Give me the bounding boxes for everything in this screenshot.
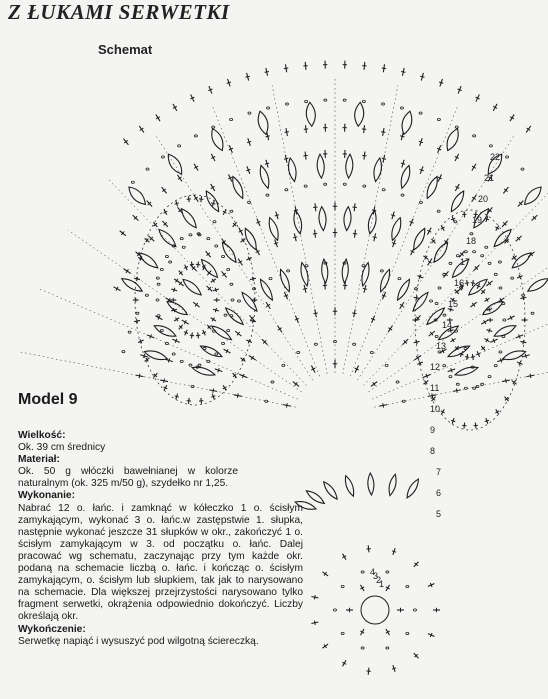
petal-motif — [324, 482, 337, 499]
chain-symbol — [449, 375, 452, 377]
stitch-crossbar — [382, 158, 386, 159]
petal-motif — [260, 165, 269, 188]
petal-motif — [344, 207, 351, 231]
stitch-crossbar — [285, 132, 289, 133]
chain-symbol — [456, 255, 459, 257]
chain-symbol — [456, 383, 459, 385]
stitch-crossbar — [416, 296, 417, 300]
stitch-crossbar — [363, 288, 367, 289]
chain-symbol — [362, 100, 365, 102]
chain-symbol — [271, 381, 274, 383]
stitch-crossbar — [381, 132, 385, 133]
stitch-crossbar — [303, 155, 307, 156]
chain-symbol — [248, 112, 251, 114]
stitch-crossbar — [196, 335, 200, 336]
petal-motif — [306, 491, 324, 504]
chain-symbol — [145, 294, 148, 296]
stitch-crossbar — [362, 155, 366, 156]
petal-motif — [222, 242, 236, 262]
chain-symbol — [503, 319, 506, 321]
petal-motif — [355, 102, 364, 126]
stitch-crossbar — [303, 288, 307, 289]
stitch-crossbar — [352, 313, 356, 314]
chain-symbol — [419, 112, 422, 114]
round-number: 13 — [436, 341, 447, 351]
chain-symbol — [363, 185, 366, 187]
stitch-crossbar — [190, 335, 194, 336]
stitch-crossbar — [293, 237, 297, 238]
petal-motif — [301, 263, 308, 286]
chain-symbol — [165, 255, 168, 257]
chain-symbol — [353, 343, 356, 345]
chain-symbol — [470, 233, 473, 235]
chain-symbol — [443, 314, 446, 316]
chain-symbol — [481, 383, 484, 385]
stitch-crossbar — [401, 163, 405, 164]
petal-motif — [392, 218, 401, 241]
chain-symbol — [531, 312, 534, 314]
petal-motif — [483, 302, 503, 315]
stitch-crossbar — [190, 264, 194, 265]
chain-symbol — [265, 400, 268, 402]
stitch-crossbar — [247, 141, 251, 142]
chain-symbol — [361, 647, 364, 649]
chain-symbol — [297, 351, 300, 353]
chain-symbol — [305, 100, 308, 102]
stitch-crossbar — [174, 308, 175, 312]
chain-symbol — [473, 251, 476, 253]
chain-symbol — [269, 278, 272, 280]
stitch-crossbar — [392, 668, 396, 669]
stitch-crossbar — [215, 308, 216, 312]
chain-symbol — [449, 262, 452, 264]
round-number: 17 — [460, 257, 471, 267]
petal-motif — [183, 279, 201, 295]
chain-symbol — [136, 312, 139, 314]
chain-symbol — [398, 278, 401, 280]
chain-symbol — [189, 364, 192, 366]
stitch-crossbar — [174, 288, 175, 292]
chain-symbol — [435, 302, 438, 304]
size-text: Ok. 39 cm średnicy — [18, 442, 106, 454]
center-ring — [361, 596, 389, 624]
petal-motif — [294, 210, 302, 234]
stitch-crossbar — [313, 233, 317, 234]
chain-symbol — [386, 647, 389, 649]
petal-motif — [345, 476, 353, 497]
stitch-crossbar — [284, 68, 288, 69]
stitch-crossbar — [489, 307, 490, 311]
stitch-crossbar — [451, 368, 453, 372]
chain-symbol — [230, 283, 233, 285]
petal-motif — [362, 263, 369, 286]
chain-symbol — [499, 351, 502, 353]
stitch-crossbar — [215, 288, 216, 292]
chain-symbol — [406, 585, 409, 587]
chain-symbol — [172, 353, 175, 355]
chain-symbol — [194, 135, 197, 137]
petal-motif — [139, 253, 158, 268]
chain-symbol — [161, 156, 164, 158]
stitch-crossbar — [489, 328, 490, 332]
chain-symbol — [414, 609, 417, 611]
chain-symbol — [494, 364, 497, 366]
stitch-crossbar — [471, 283, 475, 284]
spoke-line — [374, 352, 548, 407]
chain-symbol — [207, 360, 210, 362]
chain-symbol — [488, 375, 491, 377]
stitch-crossbar — [392, 551, 396, 552]
chain-symbol — [473, 135, 476, 137]
model-heading: Model 9 — [18, 391, 78, 408]
round-number: 22 — [490, 152, 501, 162]
stitch-crossbar — [274, 243, 278, 244]
round-number: 14 — [442, 320, 453, 330]
chain-symbol — [343, 183, 346, 185]
stitch-crossbar — [252, 277, 253, 281]
chain-symbol — [160, 329, 163, 331]
petal-motif — [260, 279, 272, 300]
round-number: 16 — [454, 278, 465, 288]
chain-symbol — [156, 299, 159, 301]
round-number: 3 — [373, 571, 379, 581]
round-number: 19 — [472, 215, 483, 225]
finish-heading: Wykończenie: — [18, 623, 86, 635]
stitch-crossbar — [471, 357, 475, 358]
petal-motif — [525, 187, 541, 204]
stitch-crossbar — [465, 357, 469, 358]
chain-symbol — [386, 571, 389, 573]
chain-symbol — [180, 238, 183, 240]
chain-symbol — [324, 183, 327, 185]
stitch-crossbar — [284, 158, 288, 159]
stitch-crossbar — [392, 243, 396, 244]
stitch-crossbar — [266, 136, 270, 137]
chain-symbol — [400, 107, 403, 109]
round-number: 7 — [436, 467, 442, 477]
chain-symbol — [285, 103, 288, 105]
chain-symbol — [334, 609, 337, 611]
petal-motif — [407, 479, 418, 498]
stitch-crossbar — [265, 163, 269, 164]
chain-symbol — [382, 103, 385, 105]
petal-motif — [159, 230, 176, 247]
chain-symbol — [402, 400, 405, 402]
chain-symbol — [343, 99, 346, 101]
stitch-crossbar — [485, 420, 489, 421]
chain-symbol — [156, 277, 159, 279]
chain-symbol — [248, 201, 251, 203]
page-title: Z ŁUKAMI SERWETKI — [8, 0, 230, 24]
petal-motif — [212, 326, 232, 340]
petal-motif — [280, 269, 289, 291]
petal-motif — [368, 210, 376, 234]
round-number: 20 — [478, 194, 489, 204]
chain-symbol — [227, 329, 230, 331]
petal-motif — [258, 111, 268, 134]
chain-symbol — [157, 283, 160, 285]
chain-symbol — [267, 107, 270, 109]
chain-symbol — [437, 210, 440, 212]
petal-motif — [192, 367, 215, 375]
stitch-crossbar — [196, 264, 200, 265]
chain-symbol — [521, 168, 524, 170]
chain-symbol — [128, 331, 131, 333]
petal-motif — [319, 207, 326, 231]
chain-symbol — [502, 335, 505, 337]
stitch-crossbar — [211, 396, 215, 397]
petal-motif — [167, 302, 187, 315]
chain-symbol — [401, 194, 404, 196]
chain-symbol — [237, 300, 240, 302]
chain-symbol — [341, 632, 344, 634]
chain-symbol — [382, 189, 385, 191]
stitch-crossbar — [506, 379, 507, 383]
left-lobe — [135, 195, 255, 405]
stitch-crossbar — [353, 233, 357, 234]
material-text: Ok. 50 g włóczki bawełnianej w kolorze naturalnym (ok. 325 m/50 g), szydełko nr 1,25. — [18, 466, 238, 490]
chain-symbol — [182, 246, 185, 248]
chain-symbol — [464, 387, 467, 389]
chain-symbol — [406, 632, 409, 634]
spoke-line — [108, 178, 307, 385]
chain-symbol — [380, 270, 383, 272]
stitch-crossbar — [523, 340, 524, 344]
chain-symbol — [198, 364, 201, 366]
stitch-crossbar — [382, 68, 386, 69]
stitch-crossbar — [213, 388, 214, 392]
chain-symbol — [385, 364, 388, 366]
stitch-crossbar — [401, 71, 405, 72]
chain-symbol — [437, 118, 440, 120]
petal-motif — [455, 367, 478, 375]
petal-motif — [381, 269, 390, 291]
petal-motif — [168, 154, 181, 174]
chain-symbol — [169, 261, 172, 263]
chain-symbol — [222, 342, 225, 344]
chain-symbol — [485, 246, 488, 248]
stitch-crossbar — [164, 379, 165, 383]
chain-symbol — [488, 262, 491, 264]
petal-motif — [401, 165, 410, 188]
stitch-crossbar — [265, 71, 269, 72]
petal-motif — [512, 253, 531, 268]
chain-symbol — [180, 360, 183, 362]
stitch-crossbar — [500, 358, 501, 362]
stitch-crossbar — [419, 141, 423, 142]
petal-motif — [434, 242, 448, 262]
stitch-crossbar — [451, 218, 455, 219]
chain-symbol — [489, 145, 492, 147]
petal-motif — [427, 176, 437, 198]
petal-motif — [317, 154, 324, 178]
stitch-crossbar — [373, 237, 377, 238]
chain-symbol — [282, 364, 285, 366]
petal-motif — [122, 279, 142, 292]
chain-symbol — [213, 221, 216, 223]
chain-symbol — [430, 300, 433, 302]
finish-text: Serwetkę napiąć i wysuszyć pod wilgotną ściereczką. — [18, 635, 259, 647]
chain-symbol — [285, 189, 288, 191]
chain-symbol — [215, 245, 218, 247]
petal-motif — [368, 473, 374, 495]
chain-symbol — [224, 314, 227, 316]
stitch-crossbar — [175, 203, 179, 204]
chain-symbol — [146, 168, 149, 170]
chain-symbol — [314, 343, 317, 345]
spoke-line — [368, 230, 548, 392]
chain-symbol — [178, 145, 181, 147]
chain-symbol — [506, 156, 509, 158]
petal-motif — [494, 326, 516, 336]
petal-motif — [233, 176, 243, 198]
stitch-crossbar — [218, 368, 220, 372]
chain-symbol — [189, 234, 192, 236]
chain-symbol — [494, 273, 497, 275]
stitch-crossbar — [391, 215, 395, 216]
stitch-crossbar — [439, 82, 443, 83]
chain-symbol — [304, 185, 307, 187]
diagram-caption: Schemat — [98, 42, 153, 57]
stitch-crossbar — [451, 420, 455, 421]
petal-motif — [402, 111, 412, 134]
chain-symbol — [419, 201, 422, 203]
petal-motif — [389, 474, 396, 495]
stitch-crossbar — [245, 76, 249, 77]
chain-symbol — [131, 181, 134, 183]
round-number: 5 — [436, 509, 442, 519]
round-number: 2 — [376, 575, 382, 585]
stitch-crossbar — [227, 82, 231, 83]
chain-symbol — [473, 387, 476, 389]
instructions — [18, 430, 303, 648]
petal-motif — [154, 326, 176, 336]
stitch-crossbar — [400, 136, 404, 137]
chain-symbol — [230, 210, 233, 212]
chain-symbol — [443, 364, 446, 366]
round-number: 8 — [430, 446, 436, 456]
chain-symbol — [341, 585, 344, 587]
round-number: 10 — [430, 404, 441, 414]
stitch-crossbar — [314, 621, 315, 625]
petal-motif — [306, 102, 315, 126]
chain-symbol — [438, 287, 441, 289]
stitch-crossbar — [314, 595, 315, 599]
chain-symbol — [498, 261, 501, 263]
chain-symbol — [222, 255, 225, 257]
petal-motif — [181, 209, 196, 228]
chain-symbol — [511, 277, 514, 279]
chain-symbol — [227, 268, 230, 270]
stitch-crossbar — [420, 76, 424, 77]
stitch-crossbar — [168, 358, 169, 362]
chain-symbol — [361, 571, 364, 573]
chain-symbol — [266, 194, 269, 196]
size-heading: Wielkość: — [18, 430, 66, 441]
stitch-crossbar — [275, 215, 279, 216]
chain-symbol — [481, 255, 484, 257]
round-number: 21 — [484, 173, 495, 183]
stitch-crossbar — [465, 283, 469, 284]
stitch-crossbar — [416, 340, 417, 344]
chain-symbol — [396, 381, 399, 383]
petal-motif — [206, 191, 218, 212]
round-number: 15 — [448, 299, 459, 309]
petal-motif — [528, 279, 548, 292]
petal-motif — [245, 228, 256, 249]
stitch-crossbar — [175, 396, 179, 397]
petal-motif — [346, 154, 353, 178]
round-number: 9 — [430, 425, 436, 435]
stitch-crossbar — [456, 388, 457, 392]
chain-symbol — [370, 351, 373, 353]
round-number: 4 — [370, 567, 376, 577]
chain-symbol — [287, 270, 290, 272]
chain-symbol — [215, 353, 218, 355]
chain-symbol — [207, 238, 210, 240]
petal-motif — [414, 228, 425, 249]
round-number: 12 — [430, 362, 441, 372]
round-number: 1 — [379, 579, 385, 589]
material-heading: Materiał: — [18, 454, 60, 466]
petal-motif — [398, 279, 410, 300]
chain-symbol — [165, 342, 168, 344]
petal-motif — [129, 187, 145, 204]
stitch-crossbar — [485, 218, 489, 219]
round-number: 18 — [466, 236, 477, 246]
chain-symbol — [231, 299, 234, 301]
petal-motif — [212, 129, 223, 151]
chain-symbol — [499, 287, 502, 289]
petal-motif — [451, 191, 463, 212]
round-number: 11 — [430, 383, 440, 393]
round-number: 6 — [436, 488, 442, 498]
petal-motif — [144, 351, 167, 360]
chain-symbol — [122, 351, 125, 353]
petal-motif — [413, 292, 428, 311]
stitch-crossbar — [313, 313, 317, 314]
petal-motif — [269, 218, 278, 241]
stitch-crossbar — [211, 203, 215, 204]
chain-symbol — [464, 251, 467, 253]
petal-motif — [447, 129, 458, 151]
work-text: Nabrać 12 o. łańc. i zamknąć w kółeczko 1 o. ścisłym zamykającym, wykonać 3 o. łańc.w zastępstwie 1. słupka, następnie wykonać jeszcze 31 słupków w okr., zakończyć 1 o. ścisłym zamykającym w 3. od początku o. łańc. Dalej pracować wg schematu, zaczynając przy tym każde okr. podaną na schemacie liczbą o. łańc. i kończąc o. ścisłym zamykającym, o. ścisłym lub słupkiem, tak jak to narysowano na schemacie. Dla większej przejrzystości narysowano tylko fragment serwetki, okrążenia odpowiednio dokończyć. Liczby określają okr. — [18, 502, 303, 623]
work-heading: Wykonanie: — [18, 490, 75, 502]
chain-symbol — [324, 99, 327, 101]
stitch-crossbar — [525, 354, 526, 358]
chain-symbol — [230, 118, 233, 120]
chain-symbol — [160, 268, 163, 270]
chain-symbol — [435, 335, 438, 337]
